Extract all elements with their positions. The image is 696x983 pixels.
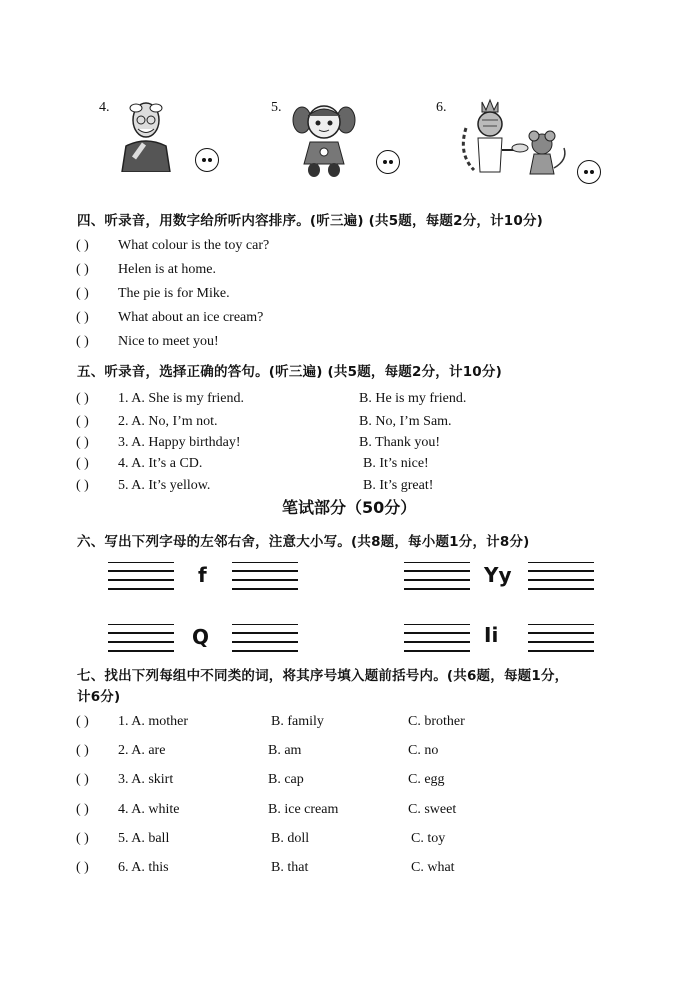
smiley-face-icon [376, 150, 400, 174]
writing-lines [404, 562, 470, 592]
writing-lines [232, 562, 298, 592]
section-7-item: ( ) 6. A. this [76, 860, 169, 875]
section-5-option-b: B. No, I’m Sam. [359, 414, 452, 429]
section-4-item: ( ) Helen is at home. [76, 262, 216, 277]
letter-prompt: Q [192, 625, 210, 649]
section-5-item: ( ) 4. A. It’s a CD. [76, 456, 203, 471]
section-7-option-b: B. doll [271, 831, 310, 846]
section-4-item: ( ) What colour is the toy car? [76, 238, 270, 253]
writing-lines [232, 624, 298, 654]
section-7-option-c: C. what [411, 860, 455, 875]
writing-lines [528, 562, 594, 592]
cat-and-mouse-picture [456, 98, 572, 182]
section-7-item: ( ) 3. A. skirt [76, 772, 174, 787]
letter-prompt: f [198, 563, 207, 587]
section-5-heading: 五、听录音，选择正确的答句。(听三遍) (共5题，每题2分，计10分) [77, 364, 502, 380]
section-5-option-b: B. It’s great! [363, 478, 434, 493]
section-4-heading: 四、听录音，用数字给所听内容排序。(听三遍) (共5题，每题2分，计10分) [77, 213, 544, 229]
section-7-item: ( ) 2. A. are [76, 743, 166, 758]
section-5-option-b: B. He is my friend. [359, 391, 467, 406]
written-part-title: 笔试部分（50分） [282, 498, 417, 517]
smiley-face-icon [577, 160, 601, 184]
writing-lines [404, 624, 470, 654]
letter-prompt: Yy [484, 563, 512, 587]
section-7-heading: 七、找出下列每组中不同类的词，将其序号填入题前括号内。(共6题，每题1分， [77, 668, 569, 684]
section-6-heading: 六、写出下列字母的左邻右舍，注意大小写。(共8题，每小题1分，计8分) [77, 534, 530, 550]
section-4-item: ( ) What about an ice cream? [76, 310, 264, 325]
writing-lines [528, 624, 594, 654]
section-5-item: ( ) 5. A. It’s yellow. [76, 478, 211, 493]
section-7-item: ( ) 4. A. white [76, 802, 180, 817]
section-7-option-c: C. toy [411, 831, 446, 846]
section-7-option-b: B. family [271, 714, 324, 729]
letter-prompt: Ii [484, 623, 499, 647]
section-7-item: ( ) 1. A. mother [76, 714, 188, 729]
writing-lines [108, 624, 174, 654]
picture-number-4: 4. [99, 100, 110, 115]
doll-picture [292, 98, 356, 178]
section-4-item: ( ) The pie is for Mike. [76, 286, 230, 301]
section-5-item: ( ) 3. A. Happy birthday! [76, 435, 241, 450]
section-7-heading-cont: 计6分) [77, 689, 121, 705]
section-7-option-c: C. brother [408, 714, 465, 729]
section-4-item: ( ) Nice to meet you! [76, 334, 219, 349]
old-man-picture [116, 98, 174, 172]
picture-number-6: 6. [436, 100, 447, 115]
section-5-item: ( ) 1. A. She is my friend. [76, 391, 244, 406]
writing-lines [108, 562, 174, 592]
section-7-option-b: B. ice cream [268, 802, 339, 817]
section-5-option-b: B. Thank you! [359, 435, 441, 450]
section-7-option-b: B. cap [268, 772, 304, 787]
section-7-option-b: B. am [268, 743, 302, 758]
section-7-item: ( ) 5. A. ball [76, 831, 170, 846]
section-7-option-b: B. that [271, 860, 309, 875]
section-7-option-c: C. egg [408, 772, 445, 787]
section-7-option-c: C. sweet [408, 802, 457, 817]
section-5-option-b: B. It’s nice! [363, 456, 429, 471]
picture-number-5: 5. [271, 100, 282, 115]
section-7-option-c: C. no [408, 743, 439, 758]
smiley-face-icon [195, 148, 219, 172]
section-5-item: ( ) 2. A. No, I’m not. [76, 414, 218, 429]
